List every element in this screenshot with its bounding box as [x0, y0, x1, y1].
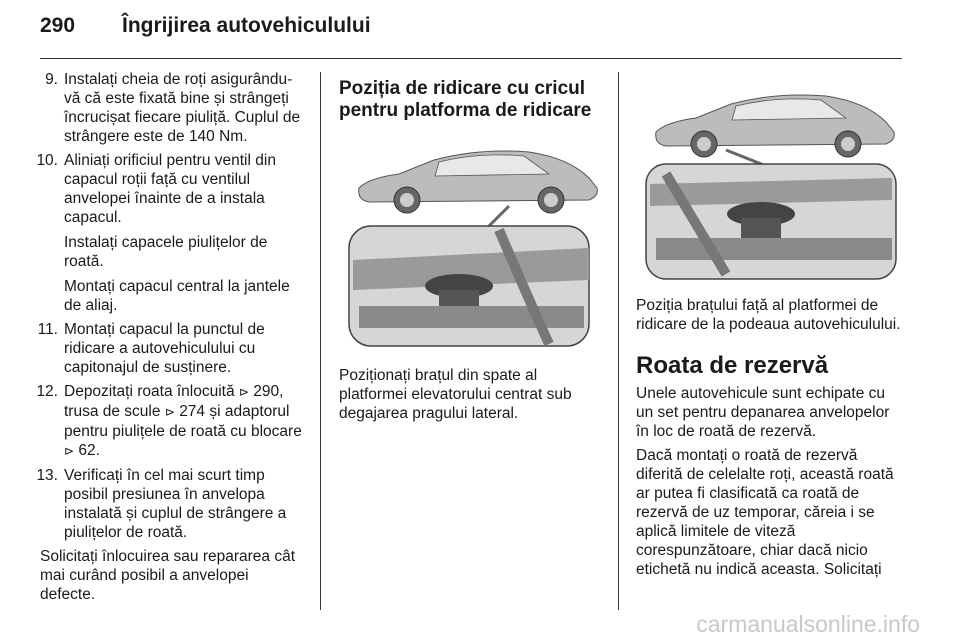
step-number: 10. — [36, 152, 58, 169]
step-text: trusa de scule — [64, 403, 165, 420]
step-text: Instalați cheia de roți asigurându-vă că este fixată bine și strângeți încrucișat fiecare piuliță. Cuplul de strângere este de 140 Nm. — [64, 71, 301, 145]
step-number: 9. — [45, 71, 58, 88]
page-ref-link[interactable]: 290, — [253, 383, 284, 400]
section-heading: Poziția de ridicare cu cricul pentru platforma de ridicare — [339, 78, 592, 121]
page-ref-link[interactable]: 274 și adaptorul pentru piulițele de roată cu blocare — [64, 403, 302, 440]
rear-lift-point-figure — [339, 130, 604, 350]
body-paragraph: Unele autovehicule sunt echipate cu un set pentru depanarea anvelopelor în loc de roată de rezervă. — [636, 385, 890, 440]
step-text: Verificați în cel mai scurt timp posibil presiunea în anvelopa instalată și cuplul de strângere a piulițelor de roată. — [64, 467, 287, 541]
column-divider-2 — [618, 72, 619, 610]
watermark: carmanualsonline.info — [696, 611, 920, 637]
page-ref-arrow-icon: ⊳ — [238, 385, 249, 399]
step-subtext: Instalați capacele piulițelor de roată. — [64, 234, 268, 270]
list-item — [36, 382, 305, 461]
page-ref-link[interactable]: 62. — [78, 442, 100, 459]
step-number: 11. — [37, 321, 58, 338]
step-subtext: Montați capacul central la jantele de aliaj. — [64, 278, 290, 314]
car-lift-illustration — [339, 130, 604, 350]
header-rule — [40, 58, 902, 59]
car-lift-illustration — [636, 74, 904, 284]
page-title: Îngrijirea autovehiculului — [122, 14, 371, 37]
page-ref-arrow-icon: ⊳ — [64, 444, 75, 458]
body-paragraph: Dacă montați o roată de rezervă diferită de celelalte roți, această roată ar putea fi clasificată ca roată de rezervă de uz temporar, căreia i se aplică limitele de viteză corespunzătoare, chiar dacă nicio etichetă nu indică aceasta. Solicitați — [636, 447, 894, 578]
column-1 — [36, 70, 305, 609]
step-text: Montați capacul la punctul de ridicare a autovehiculului cu capitonajul de susținere. — [64, 321, 265, 376]
list-item — [36, 466, 305, 542]
step-number: 12. — [36, 383, 58, 400]
list-item — [40, 70, 305, 146]
page-ref-arrow-icon: ⊳ — [164, 405, 175, 419]
column-2 — [339, 78, 604, 428]
step-text: Depozitați roata înlocuită — [64, 383, 239, 400]
column-divider-1 — [320, 72, 321, 610]
closing-paragraph: Solicitați înlocuirea sau repararea cât mai curând posibil a anvelopei defecte. — [40, 548, 296, 603]
figure-caption: Poziționați brațul din spate al platformei elevatorului centrat sub degajarea pragului lateral. — [339, 367, 572, 422]
step-text: Aliniați orificiul pentru ventil din capacul roții față cu ventilul anvelopei înainte de a instala capacul. — [64, 152, 276, 226]
step-number: 13. — [36, 467, 58, 484]
figure-caption: Poziția brațului față al platformei de ridicare de la podeaua autovehiculului. — [636, 297, 901, 333]
column-3 — [636, 78, 904, 584]
list-item — [36, 151, 305, 315]
list-item — [37, 320, 305, 377]
front-lift-point-figure — [636, 74, 904, 284]
section-title: Roata de rezervă — [636, 352, 829, 379]
steps-list — [36, 70, 305, 542]
page-number: 290 — [40, 14, 76, 37]
